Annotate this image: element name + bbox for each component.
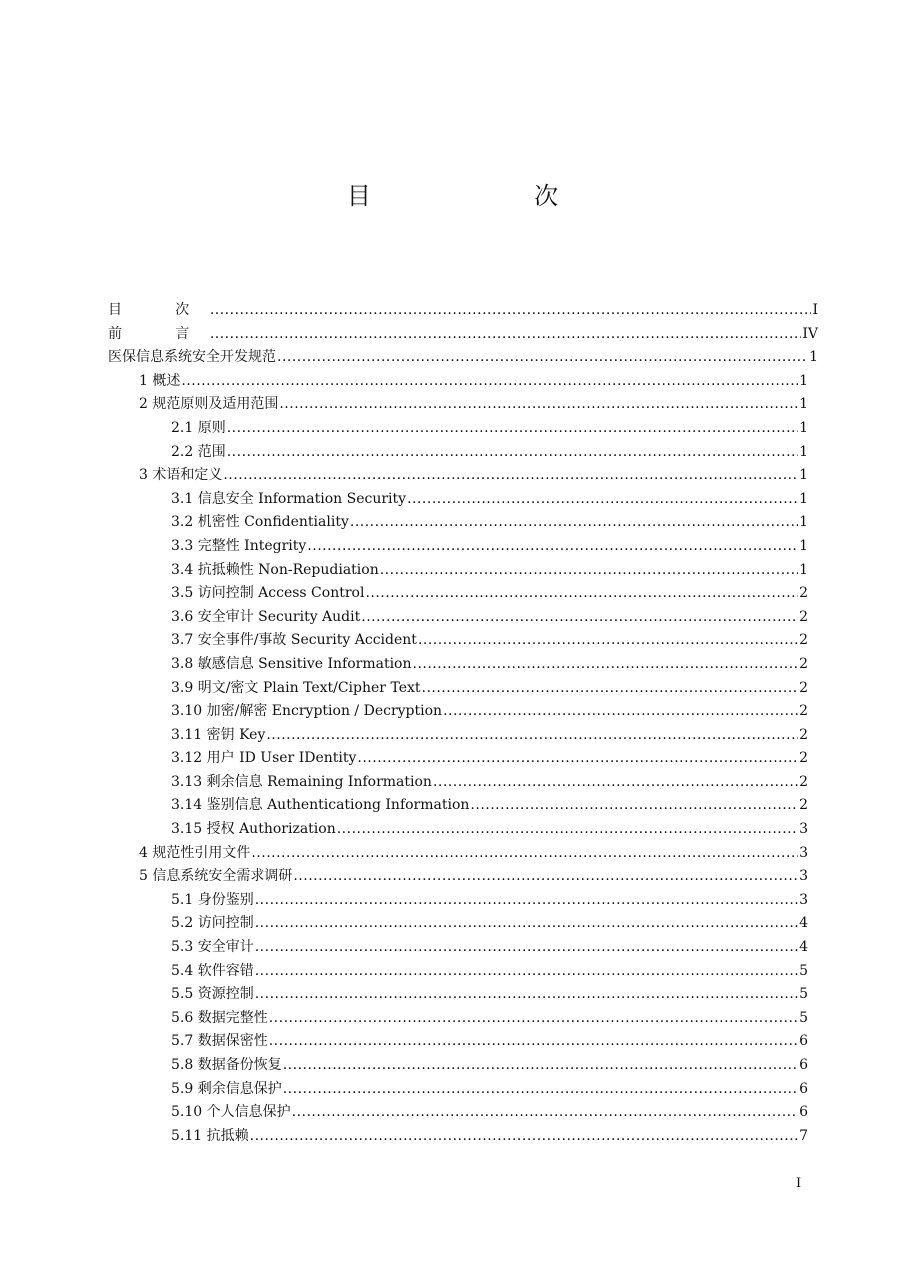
toc-dot-leader xyxy=(293,865,798,889)
toc-dot-leader xyxy=(223,464,798,488)
toc-entry-label: 3.7 安全事件/事故 Security Accident xyxy=(171,632,417,649)
toc-entry[interactable] xyxy=(108,1030,818,1054)
toc-entry-page: I xyxy=(812,302,818,318)
toc-dot-leader xyxy=(255,983,798,1007)
toc-dot-leader xyxy=(255,889,798,913)
toc-entry[interactable] xyxy=(108,842,818,866)
toc-entry-page: 1 xyxy=(799,443,808,460)
toc-entry-page: 2 xyxy=(799,703,808,720)
toc-entry-page: 1 xyxy=(799,490,808,507)
toc-entry-label: 5.11 抗抵赖 xyxy=(171,1127,249,1144)
toc-entry-label: 4 规范性引用文件 xyxy=(139,844,251,861)
toc-entry-label: 5.9 剩余信息保护 xyxy=(171,1080,282,1097)
toc-entry[interactable] xyxy=(108,1054,818,1078)
toc-entry-label: 3.15 授权 Authorization xyxy=(171,821,336,838)
toc-entry-page: IV xyxy=(802,325,818,342)
toc-entry-label: 医保信息系统安全开发规范 xyxy=(108,349,276,366)
toc-entry-label: 2.1 原则 xyxy=(171,419,226,436)
toc-dot-leader xyxy=(227,441,798,465)
toc-dot-leader xyxy=(292,1101,798,1125)
toc-entry-label: 3.12 用户 ID User IDentity xyxy=(171,750,357,767)
toc-entry[interactable] xyxy=(108,629,818,653)
toc-entry[interactable] xyxy=(108,747,818,771)
toc-entry[interactable] xyxy=(108,370,818,394)
toc-entry-page: 1 xyxy=(799,514,808,531)
toc-entry[interactable] xyxy=(108,559,818,583)
toc-entry-page: 2 xyxy=(799,679,808,696)
toc-dot-leader xyxy=(266,724,798,748)
toc-entry-page: 2 xyxy=(799,750,808,767)
toc-dot-leader xyxy=(413,653,799,677)
toc-entry-page: 4 xyxy=(799,915,808,932)
toc-dot-leader xyxy=(365,582,798,606)
toc-entry-label: 5.2 访问控制 xyxy=(171,915,254,932)
toc-dot-leader xyxy=(357,747,798,771)
toc-entry-page: 1 xyxy=(799,561,808,578)
toc-entry-label: 前 言 xyxy=(108,325,209,342)
toc-dot-leader xyxy=(269,1030,798,1054)
toc-entry-page: 1 xyxy=(809,349,818,366)
toc-entry[interactable] xyxy=(108,794,818,818)
toc-entry-label: 5.8 数据备份恢复 xyxy=(171,1057,282,1073)
toc-entry[interactable] xyxy=(108,346,818,370)
toc-dot-leader xyxy=(380,559,798,583)
toc-dot-leader xyxy=(269,1007,798,1031)
toc-entry-page: 6 xyxy=(799,1104,808,1121)
toc-entry[interactable] xyxy=(108,417,818,441)
toc-entry-page: 1 xyxy=(799,537,808,554)
toc-entry-page: 1 xyxy=(799,419,808,436)
toc-entry-page: 2 xyxy=(799,585,808,602)
toc-dot-leader xyxy=(181,370,798,394)
toc-entry-label: 5.1 身份鉴别 xyxy=(171,891,254,908)
toc-entry-label: 3.14 鉴别信息 Authenticationg Information xyxy=(171,797,470,814)
toc-entry-page: 2 xyxy=(799,655,808,672)
toc-entry[interactable] xyxy=(108,983,818,1007)
toc-entry-label: 3.3 完整性 Integrity xyxy=(171,537,307,554)
toc-entry-label: 3.4 抗抵赖性 Non-Repudiation xyxy=(171,561,379,578)
toc-dot-leader xyxy=(283,1078,798,1102)
toc-dot-leader xyxy=(250,1125,798,1149)
toc-entry-label: 5.10 个人信息保护 xyxy=(171,1104,291,1121)
toc-dot-leader xyxy=(407,488,798,512)
table-of-contents xyxy=(108,299,818,1148)
toc-entry-page: 5 xyxy=(799,1009,808,1026)
toc-entry-label: 1 概述 xyxy=(139,372,181,389)
toc-entry-label: 2.2 范围 xyxy=(171,443,226,460)
page-number: I xyxy=(796,1176,802,1191)
toc-dot-leader xyxy=(210,299,812,323)
toc-entry-page: 5 xyxy=(799,962,808,979)
toc-entry[interactable] xyxy=(108,323,818,347)
toc-entry-page: 7 xyxy=(799,1127,808,1144)
toc-entry-page: 6 xyxy=(799,1080,808,1097)
toc-entry[interactable] xyxy=(108,1125,818,1149)
toc-entry[interactable] xyxy=(108,464,818,488)
toc-entry-label: 3.11 密钥 Key xyxy=(171,726,266,743)
toc-entry[interactable] xyxy=(108,818,818,842)
toc-entry-label: 3 术语和定义 xyxy=(139,467,223,484)
toc-entry[interactable] xyxy=(108,393,818,417)
toc-entry[interactable] xyxy=(108,535,818,559)
toc-dot-leader xyxy=(418,629,798,653)
toc-entry[interactable] xyxy=(108,1007,818,1031)
toc-dot-leader xyxy=(337,818,798,842)
toc-dot-leader xyxy=(279,393,798,417)
toc-entry[interactable] xyxy=(108,582,818,606)
toc-entry[interactable] xyxy=(108,488,818,512)
toc-entry[interactable] xyxy=(108,299,818,323)
toc-entry[interactable] xyxy=(108,771,818,795)
toc-entry[interactable] xyxy=(108,511,818,535)
toc-entry-label: 3.9 明文/密文 Plain Text/Cipher Text xyxy=(171,679,421,696)
toc-entry[interactable] xyxy=(108,912,818,936)
toc-entry[interactable] xyxy=(108,724,818,748)
toc-entry-label: 3.1 信息安全 Information Security xyxy=(171,490,407,507)
toc-entry[interactable] xyxy=(108,889,818,913)
page-title: 目 次 xyxy=(346,182,597,210)
toc-entry[interactable] xyxy=(108,1078,818,1102)
toc-entry-page: 2 xyxy=(799,632,808,649)
toc-entry-page: 5 xyxy=(799,986,808,1003)
toc-dot-leader xyxy=(227,417,798,441)
toc-dot-leader xyxy=(307,535,798,559)
toc-entry[interactable] xyxy=(108,606,818,630)
toc-entry-label: 目 次 xyxy=(108,302,209,318)
toc-entry-page: 6 xyxy=(799,1057,808,1073)
toc-entry-page: 3 xyxy=(799,844,808,861)
toc-dot-leader xyxy=(277,346,808,370)
toc-entry-label: 3.8 敏感信息 Sensitive Information xyxy=(171,655,412,672)
toc-entry-label: 3.5 访问控制 Access Control xyxy=(171,585,365,602)
toc-entry[interactable] xyxy=(108,677,818,701)
toc-entry-label: 5.6 数据完整性 xyxy=(171,1009,268,1026)
toc-dot-leader xyxy=(433,771,798,795)
toc-entry-page: 3 xyxy=(799,868,808,885)
toc-entry-label: 5.4 软件容错 xyxy=(171,962,254,979)
toc-dot-leader xyxy=(283,1054,798,1078)
toc-dot-leader xyxy=(361,606,798,630)
toc-dot-leader xyxy=(443,700,798,724)
toc-entry-label: 3.10 加密/解密 Encryption / Decryption xyxy=(171,703,443,720)
toc-dot-leader xyxy=(255,960,798,984)
toc-entry-page: 1 xyxy=(799,467,808,484)
toc-entry-page: 3 xyxy=(799,891,808,908)
toc-entry-label: 3.6 安全审计 Security Audit xyxy=(171,608,361,625)
toc-entry-label: 5.7 数据保密性 xyxy=(171,1033,268,1050)
toc-entry-page: 2 xyxy=(799,773,808,790)
toc-entry-page: 6 xyxy=(799,1033,808,1050)
toc-entry[interactable] xyxy=(108,441,818,465)
toc-entry-label: 3.2 机密性 Confidentiality xyxy=(171,514,349,531)
toc-entry-page: 2 xyxy=(799,726,808,743)
toc-entry-page: 1 xyxy=(799,372,808,389)
toc-dot-leader xyxy=(251,842,798,866)
toc-entry-label: 5.3 安全审计 xyxy=(171,939,254,956)
toc-entry[interactable] xyxy=(108,960,818,984)
toc-entry-page: 4 xyxy=(799,939,808,956)
toc-dot-leader xyxy=(210,323,802,347)
toc-entry-label: 5 信息系统安全需求调研 xyxy=(139,868,293,885)
toc-entry[interactable] xyxy=(108,653,818,677)
toc-dot-leader xyxy=(350,511,798,535)
toc-entry[interactable] xyxy=(108,1101,818,1125)
toc-entry-label: 2 规范原则及适用范围 xyxy=(139,396,279,413)
toc-entry[interactable] xyxy=(108,700,818,724)
toc-entry-page: 2 xyxy=(799,608,808,625)
toc-entry-page: 1 xyxy=(799,396,808,413)
toc-entry[interactable] xyxy=(108,865,818,889)
toc-dot-leader xyxy=(470,794,798,818)
toc-dot-leader xyxy=(255,912,798,936)
toc-entry-page: 3 xyxy=(799,821,808,838)
toc-dot-leader xyxy=(422,677,799,701)
toc-entry-label: 5.5 资源控制 xyxy=(171,986,254,1003)
toc-dot-leader xyxy=(255,936,798,960)
toc-entry-label: 3.13 剩余信息 Remaining Information xyxy=(171,773,432,790)
toc-entry-page: 2 xyxy=(799,797,808,814)
toc-entry[interactable] xyxy=(108,936,818,960)
